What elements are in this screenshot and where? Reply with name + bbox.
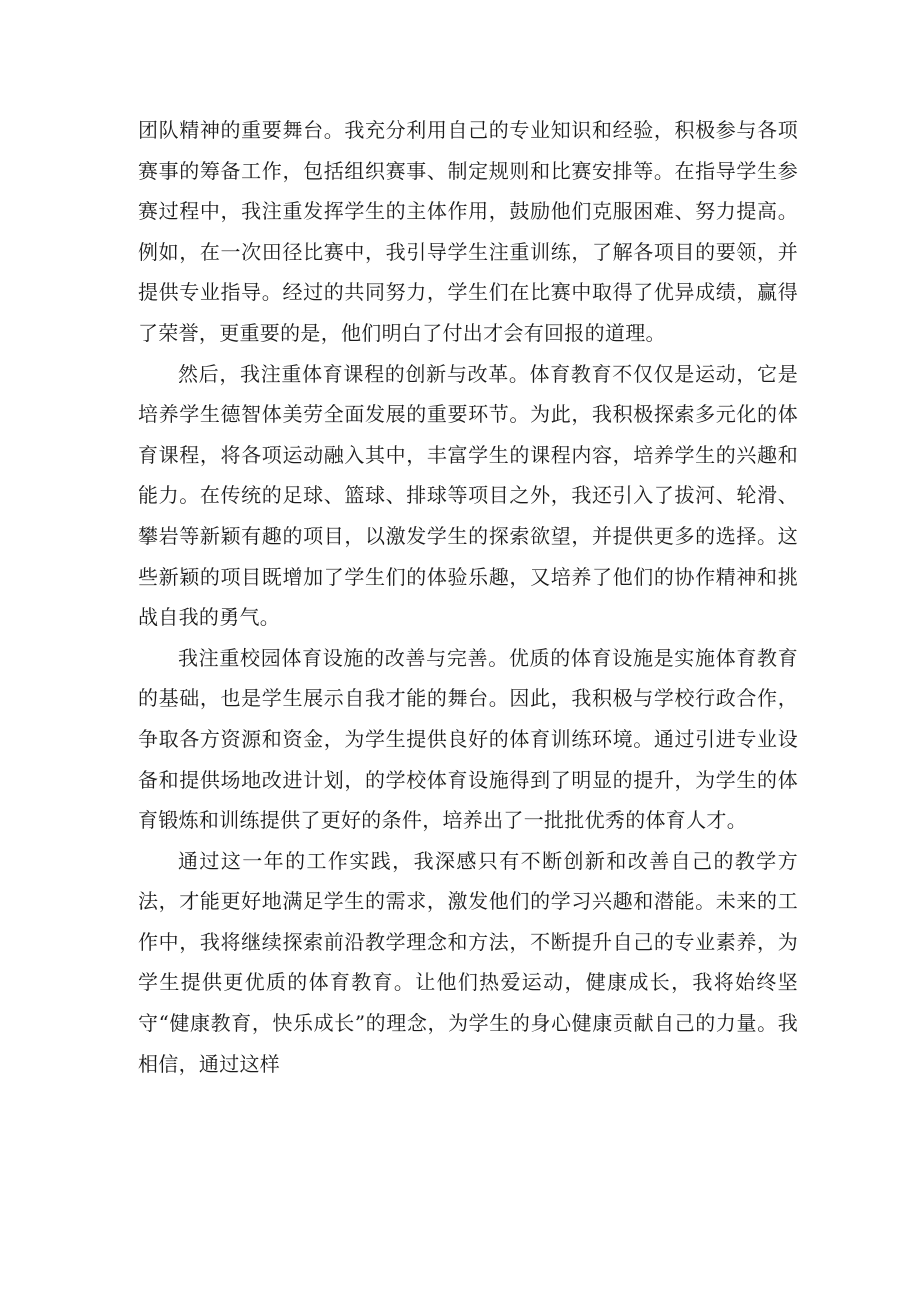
paragraph-3: 我注重校园体育设施的改善与完善。优质的体育设施是实施体育教育的基础，也是学生展示自我才能的舞台。因此，我积极与学校行政合作，争取各方资源和资金，为学生提供良好的体育训练环境。通过引进专业设备和提供场地改进计划，的学校体育设施得到了明显的提升，为学生的体育锻炼和训练提供了更好的条件，培养出了一批批优秀的体育人才。 [138, 645, 798, 833]
document-body [138, 110, 798, 1084]
paragraph-1: 团队精神的重要舞台。我充分利用自己的专业知识和经验，积极参与各项赛事的筹备工作，包括组织赛事、制定规则和比赛安排等。在指导学生参赛过程中，我注重发挥学生的主体作用，鼓励他们克服困难、努力提高。例如，在一次田径比赛中，我引导学生注重训练，了解各项目的要领，并提供专业指导。经过的共同努力，学生们在比赛中取得了优异成绩，赢得了荣誉，更重要的是，他们明白了付出才会有回报的道理。 [138, 118, 798, 345]
paragraph-4: 通过这一年的工作实践，我深感只有不断创新和改善自己的教学方法，才能更好地满足学生的需求，激发他们的学习兴趣和潜能。未来的工作中，我将继续探索前沿教学理念和方法，不断提升自己的专业素养，为学生提供更优质的体育教育。让他们热爱运动，健康成长，我将始终坚守“健康教育，快乐成长”的理念，为学生的身心健康贡献自己的力量。我相信，通过这样 [138, 848, 798, 1076]
paragraph-2: 然后，我注重体育课程的创新与改革。体育教育不仅仅是运动，它是培养学生德智体美劳全面发展的重要环节。为此，我积极探索多元化的体育课程，将各项运动融入其中，丰富学生的课程内容，培养学生的兴趣和能力。在传统的足球、篮球、排球等项目之外，我还引入了拔河、轮滑、攀岩等新颖有趣的项目，以激发学生的探索欲望，并提供更多的选择。这些新颖的项目既增加了学生们的体验乐趣，又培养了他们的协作精神和挑战自我的勇气。 [138, 361, 798, 630]
